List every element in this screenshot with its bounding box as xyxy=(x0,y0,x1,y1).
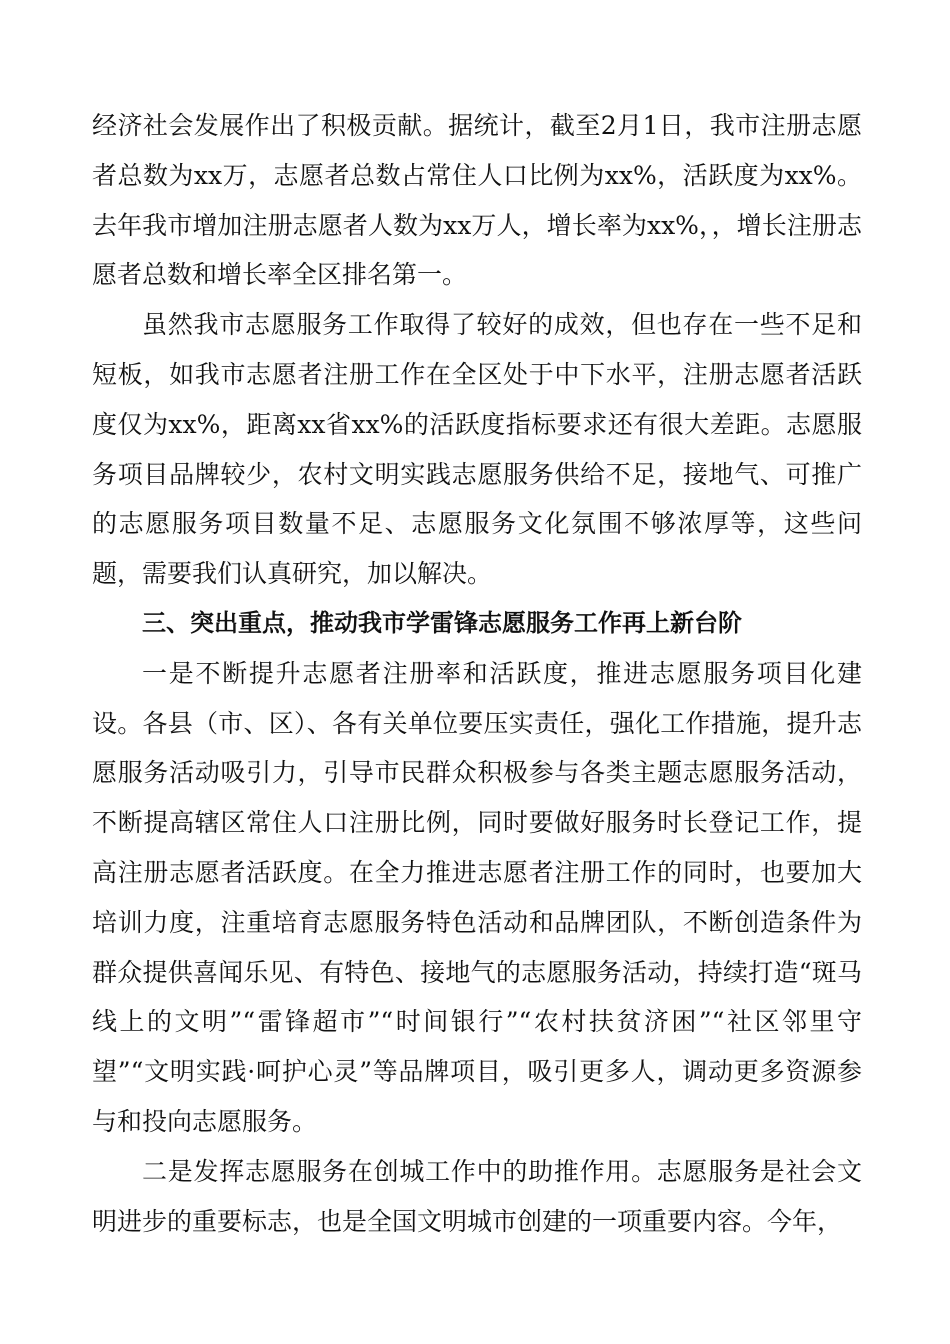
section-heading: 三、突出重点，推动我市学雷锋志愿服务工作再上新台阶 xyxy=(142,608,742,637)
paragraph-continuation: 经济社会发展作出了积极贡献。据统计，截至2月1日，我市注册志愿者总数为xx万，志愿者总数占常住人口比例为xx%，活跃度为xx%。去年我市增加注册志愿者人数为xx万人，增长率为xx%，，增长注册志愿者总数和增长率全区排名第一。 xyxy=(92,111,862,290)
paragraph-point-one: 一是不断提升志愿者注册率和活跃度，推进志愿服务项目化建设。各县（市、区）、各有关单位要压实责任，强化工作措施，提升志愿服务活动吸引力，引导市民群众积极参与各类主题志愿服务活动，不断提高辖区常住人口注册比例，同时要做好服务时长登记工作，提高注册志愿者活跃度。在全力推进志愿者注册工作的同时，也要加大培训力度，注重培育志愿服务特色活动和品牌团队，不断创造条件为群众提供喜闻乐见、有特色、接地气的志愿服务活动，持续打造“斑马线上的文明”“雷锋超市”“时间银行”“农村扶贫济困”“社区邻里守望”“文明实践·呵护心灵”等品牌项目，吸引更多人，调动更多资源参与和投向志愿服务。 xyxy=(92,658,862,1136)
paragraph-point-two: 二是发挥志愿服务在创城工作中的助推作用。志愿服务是社会文明进步的重要标志，也是全国文明城市创建的一项重要内容。今年， xyxy=(92,1156,862,1236)
document-body xyxy=(92,101,862,1246)
paragraph-shortcomings: 虽然我市志愿服务工作取得了较好的成效，但也存在一些不足和短板，如我市志愿者注册工作在全区处于中下水平，注册志愿者活跃度仅为xx%，距离xx省xx%的活跃度指标要求还有很大差距。志愿服务项目品牌较少，农村文明实践志愿服务供给不足，接地气、可推广的志愿服务项目数量不足、志愿服务文化氛围不够浓厚等，这些问题，需要我们认真研究，加以解决。 xyxy=(92,310,862,589)
